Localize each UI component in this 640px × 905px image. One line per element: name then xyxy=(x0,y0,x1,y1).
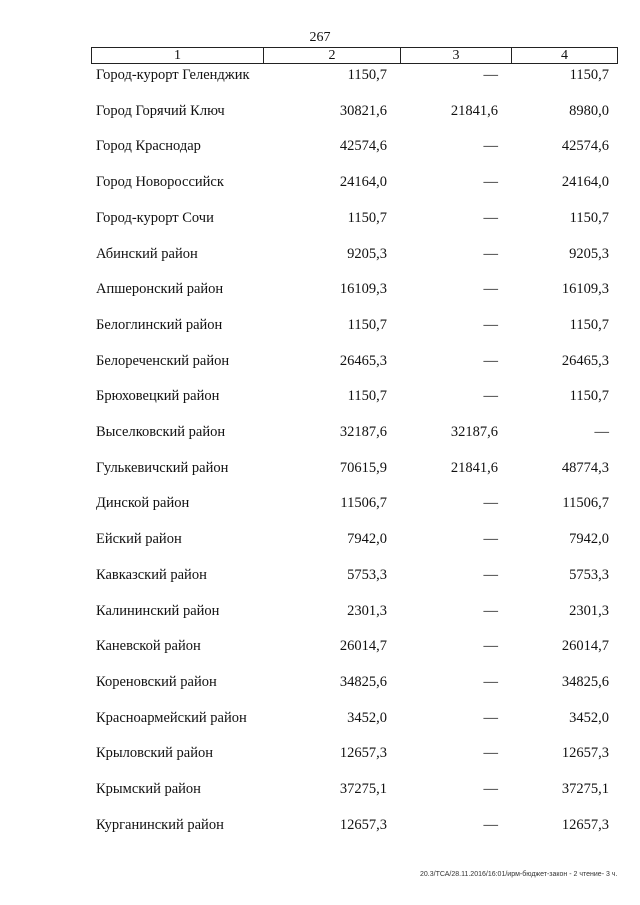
table-row xyxy=(0,603,640,623)
row-value-col2: 12657,3 xyxy=(339,816,387,833)
row-value-col4: 26465,3 xyxy=(561,352,609,369)
row-value-col2: 26014,7 xyxy=(339,638,387,655)
row-name: Динской район xyxy=(96,495,190,512)
row-value-col2: 34825,6 xyxy=(339,673,387,690)
table-row xyxy=(0,353,640,373)
row-name: Апшеронский район xyxy=(96,281,224,298)
table-row xyxy=(0,495,640,515)
row-name: Выселковский район xyxy=(96,424,226,440)
row-name: Кавказский район xyxy=(96,566,207,583)
header-col-1: 1 xyxy=(92,48,264,63)
row-value-col2: 70615,9 xyxy=(339,459,387,476)
row-value-col4: 42574,6 xyxy=(561,138,609,155)
row-value-col3: — xyxy=(483,602,498,619)
table-row xyxy=(0,388,640,408)
table-header-row xyxy=(91,47,618,64)
table-row xyxy=(0,638,640,658)
row-name: Ейский район xyxy=(96,531,182,548)
row-value-col3: 32187,6 xyxy=(450,424,498,440)
row-value-col3: — xyxy=(483,245,498,262)
row-name: Каневской район xyxy=(96,638,201,655)
table-row xyxy=(0,674,640,694)
header-col-2: 2 xyxy=(264,48,401,63)
row-value-col4: 34825,6 xyxy=(561,673,609,690)
row-name: Город Краснодар xyxy=(96,138,201,155)
row-name: Белоглинский район xyxy=(96,316,223,333)
row-name: Гулькевичский район xyxy=(96,459,229,476)
table-row xyxy=(0,138,640,158)
row-value-col4: 8980,0 xyxy=(569,102,609,119)
row-value-col4: 11506,7 xyxy=(562,495,609,512)
table-row xyxy=(0,210,640,230)
row-value-col4: — xyxy=(594,424,609,440)
row-value-col4: 9205,3 xyxy=(569,245,609,262)
table-row xyxy=(0,531,640,551)
row-value-col4: 16109,3 xyxy=(561,281,609,298)
table-row xyxy=(0,781,640,801)
table-row xyxy=(0,424,640,444)
row-value-col3: — xyxy=(483,138,498,155)
table-row xyxy=(0,745,640,765)
row-name: Белореченский район xyxy=(96,352,230,369)
row-name: Город Новороссийск xyxy=(96,174,224,191)
row-value-col3: — xyxy=(483,174,498,191)
row-value-col4: 1150,7 xyxy=(569,209,609,226)
row-name: Красноармейский район xyxy=(96,709,247,726)
row-value-col2: 32187,6 xyxy=(339,424,387,440)
table-row xyxy=(0,281,640,301)
row-value-col4: 7942,0 xyxy=(569,531,609,548)
row-value-col2: 7942,0 xyxy=(347,531,387,548)
row-value-col4: 24164,0 xyxy=(561,174,609,191)
row-value-col3: — xyxy=(483,67,498,83)
row-value-col2: 42574,6 xyxy=(339,138,387,155)
row-value-col4: 3452,0 xyxy=(569,709,609,726)
row-value-col2: 3452,0 xyxy=(347,709,387,726)
row-value-col3: — xyxy=(483,781,498,797)
row-value-col2: 1150,7 xyxy=(347,388,387,405)
row-value-col2: 1150,7 xyxy=(347,209,387,226)
table-row xyxy=(0,317,640,337)
page-number: 267 xyxy=(309,30,331,45)
table-row xyxy=(0,246,640,266)
row-name: Город-курорт Сочи xyxy=(96,209,214,226)
row-value-col3: — xyxy=(483,281,498,298)
row-value-col3: — xyxy=(483,709,498,726)
row-value-col2: 1150,7 xyxy=(347,316,387,333)
header-col-4: 4 xyxy=(561,48,568,63)
row-value-col2: 30821,6 xyxy=(339,102,387,119)
row-name: Город-курорт Геленджик xyxy=(96,67,250,83)
row-value-col4: 26014,7 xyxy=(561,638,609,655)
row-name: Калининский район xyxy=(96,602,220,619)
row-name: Курганинский район xyxy=(96,816,224,833)
row-value-col3: — xyxy=(483,745,498,762)
row-name: Город Горячий Ключ xyxy=(96,102,225,119)
row-value-col2: 26465,3 xyxy=(339,352,387,369)
row-value-col2: 12657,3 xyxy=(339,745,387,762)
table-row xyxy=(0,103,640,123)
row-value-col3: — xyxy=(483,352,498,369)
row-value-col2: 9205,3 xyxy=(347,245,387,262)
row-value-col2: 24164,0 xyxy=(339,174,387,191)
table-row xyxy=(0,460,640,480)
row-value-col4: 12657,3 xyxy=(561,816,609,833)
row-value-col4: 2301,3 xyxy=(569,602,609,619)
row-name: Крымский район xyxy=(96,781,201,797)
table-row xyxy=(0,67,640,87)
table-row xyxy=(0,817,640,837)
row-value-col4: 12657,3 xyxy=(561,745,609,762)
row-value-col2: 5753,3 xyxy=(347,566,387,583)
row-value-col3: 21841,6 xyxy=(450,102,498,119)
row-value-col3: — xyxy=(483,566,498,583)
row-value-col2: 1150,7 xyxy=(347,67,387,83)
header-col-3: 3 xyxy=(401,48,512,63)
row-value-col3: — xyxy=(483,388,498,405)
row-name: Абинский район xyxy=(96,245,198,262)
row-value-col2: 11506,7 xyxy=(340,495,387,512)
row-value-col2: 2301,3 xyxy=(347,602,387,619)
row-value-col3: — xyxy=(483,673,498,690)
row-value-col3: — xyxy=(483,531,498,548)
row-value-col2: 16109,3 xyxy=(339,281,387,298)
table-row xyxy=(0,710,640,730)
row-name: Крыловский район xyxy=(96,745,213,762)
row-name: Кореновский район xyxy=(96,673,217,690)
row-value-col3: 21841,6 xyxy=(450,459,498,476)
row-value-col3: — xyxy=(483,209,498,226)
table-row xyxy=(0,174,640,194)
row-value-col3: — xyxy=(483,316,498,333)
row-value-col4: 37275,1 xyxy=(561,781,609,797)
row-value-col4: 1150,7 xyxy=(569,316,609,333)
row-value-col4: 48774,3 xyxy=(561,459,609,476)
footer-note: 20.3/ТСА/28.11.2016/16:01/ирм-бюджет-закон - 2 чтение- 3 ч. xyxy=(420,871,618,878)
row-name: Брюховецкий район xyxy=(96,388,220,405)
table-row xyxy=(0,567,640,587)
row-value-col4: 1150,7 xyxy=(569,67,609,83)
row-value-col3: — xyxy=(483,495,498,512)
row-value-col4: 1150,7 xyxy=(569,388,609,405)
row-value-col3: — xyxy=(483,638,498,655)
row-value-col4: 5753,3 xyxy=(569,566,609,583)
row-value-col2: 37275,1 xyxy=(339,781,387,797)
row-value-col3: — xyxy=(483,816,498,833)
